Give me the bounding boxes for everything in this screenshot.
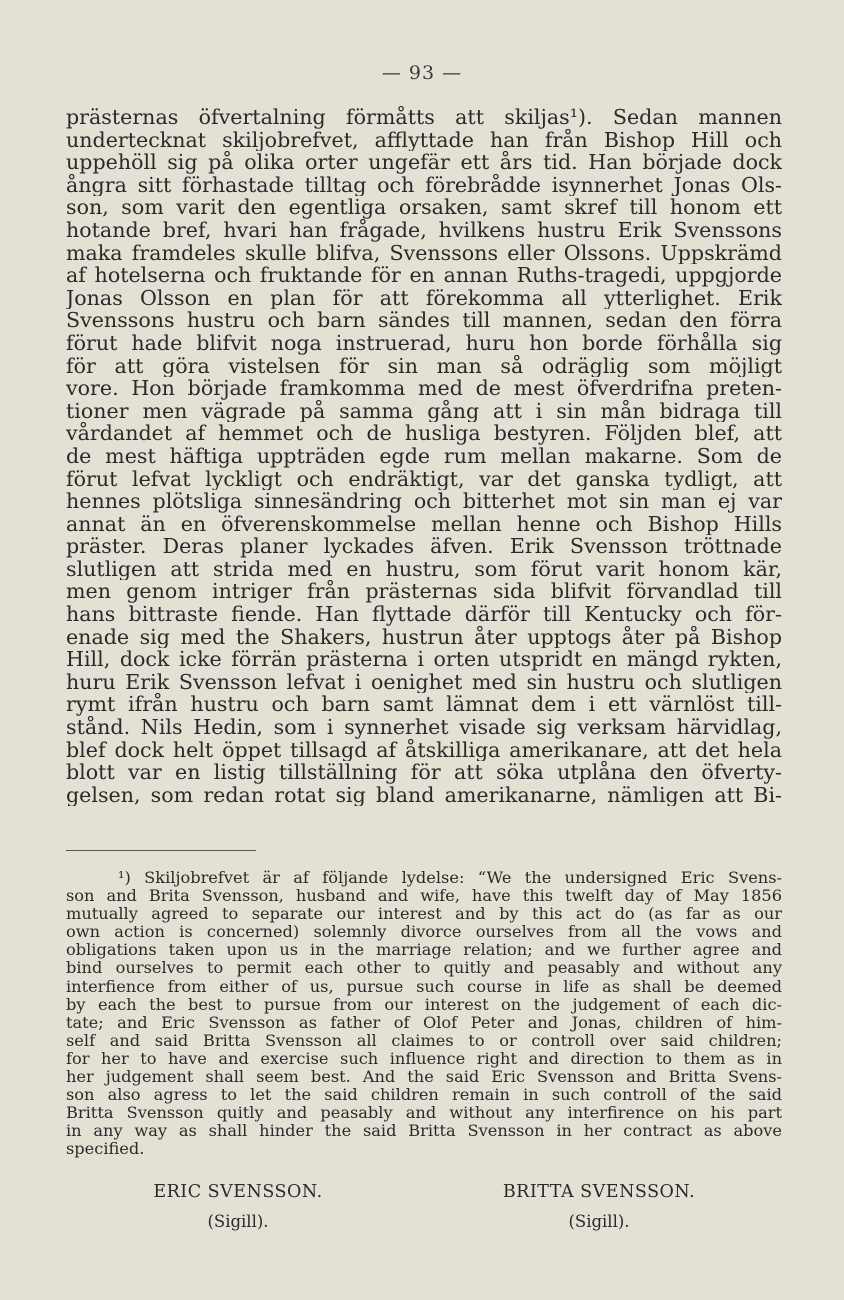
main-text [66, 106, 782, 806]
footnote [66, 869, 782, 1159]
text-line: hotande bref, hvari han frågade, hvilkens hustru Erik Svenssons [66, 218, 782, 242]
text-line: maka framdeles skulle blifva, Svenssons eller Olssons. Uppskrämd [66, 241, 782, 265]
text-line: Jonas Olsson en plan för att förekomma all ytterlighet. Erik [66, 286, 782, 310]
footnote-line: by each the best to pursue from our interest on the judgement of each dic- [66, 995, 782, 1014]
footnote-line: own action is concerned) solemnly divorce ourselves from all the vows and [66, 923, 782, 942]
text-line: blott var en listig tillställning för att söka utplåna den öfverty- [66, 761, 782, 784]
footnote-line: tate; and Eric Svensson as father of Olof Peter and Jonas, children of him- [66, 1013, 782, 1032]
signature-right [494, 1182, 704, 1231]
text-line: blef dock helt öppet tillsagd af åtskilliga amerikanare, att det hela [66, 738, 782, 762]
text-line: gelsen, som redan rotat sig bland amerikanarne, nämligen att Bi- [66, 783, 782, 807]
text-line: annat än en öfverenskommelse mellan henne och Bishop Hills [66, 512, 782, 536]
text-line: prästernas öfvertalning förmåtts att skiljas¹). Sedan mannen [66, 106, 782, 129]
text-line: hennes plötsliga sinnesändring och bitterhet mot sin man ej var [66, 490, 782, 513]
signature-left [148, 1182, 328, 1231]
footnote-line: mutually agreed to separate our interest and by this act do (as far as our [66, 905, 782, 924]
signature-name-britta: BRITTA SVENSSON. [502, 1182, 696, 1202]
footnote-line: for her to have and exercise such influence right and direction to them as in [66, 1049, 782, 1068]
footnote-line: interfience from either of us, pursue such course in life as shall be deemed [66, 977, 782, 996]
text-line: rymt ifrån hustru och barn samt lämnat dem i ett värnlöst till- [66, 693, 782, 717]
text-line: förut lefvat lyckligt och endräktigt, var det ganska tydligt, att [66, 467, 782, 491]
text-line: son, som varit den egentliga orsaken, samt skref till honom ett [66, 196, 782, 219]
text-line: men genom intriger från prästernas sida blifvit förvandlad till [66, 580, 782, 604]
text-line: stånd. Nils Hedin, som i synnerhet visade sig verksam härvidlag, [66, 716, 782, 739]
text-line: uppehöll sig på olika orter ungefär ett års tid. Han började dock [66, 151, 782, 174]
signature-seal-eric: (Sigill). [207, 1212, 269, 1231]
footnote-line: ¹) Skiljobrefvet är af följande lydelse: “We the undersigned Eric Svens- [118, 869, 782, 887]
text-line: de mest häftiga uppträden egde rum mellan makarne. Som de [66, 444, 782, 468]
signature-name-eric: ERIC SVENSSON. [153, 1182, 323, 1202]
text-line: vore. Hon började framkomma med de mest öfverdrifna preten- [66, 377, 782, 400]
footnote-line: specified. [66, 1140, 145, 1159]
footnote-divider [66, 850, 256, 851]
footnote-line: son and Brita Svensson, husband and wife, have this twelft day of May 1856 [66, 887, 782, 906]
text-line: för att göra vistelsen för sin man så odräglig som möjligt [66, 354, 782, 378]
page-number: — 93 — [381, 62, 463, 84]
signature-seal-britta: (Sigill). [568, 1212, 630, 1231]
text-line: slutligen att strida med en hustru, som förut varit honom kär, [66, 557, 782, 581]
text-line: enade sig med the Shakers, hustrun åter upptogs åter på Bishop [66, 625, 782, 649]
footnote-line: in any way as shall hinder the said Britta Svensson in her contract as above [66, 1122, 782, 1141]
text-line: af hotelserna och fruktande för en annan Ruths-tragedi, uppgjorde [66, 264, 782, 287]
text-line: förut hade blifvit noga instruerad, huru hon borde förhålla sig [66, 331, 782, 355]
text-line: präster. Deras planer lyckades äfven. Erik Svensson tröttnade [66, 535, 782, 558]
text-line: Svenssons hustru och barn sändes till mannen, sedan den förra [66, 309, 782, 332]
text-line: hans bittraste fiende. Han flyttade därför till Kentucky och för- [66, 603, 782, 626]
text-line: vårdandet af hemmet och de husliga bestyren. Följden blef, att [66, 422, 782, 445]
footnote-line: bind ourselves to permit each other to quitly and peasably and without any [66, 959, 782, 978]
footnote-line: her judgement shall seem best. And the said Eric Svensson and Britta Svens- [66, 1068, 782, 1087]
text-line: Hill, dock icke förrän prästerna i orten utspridt en mängd rykten, [66, 648, 782, 671]
footnote-line: self and said Britta Svensson all claimes to or controll over said children; [66, 1031, 782, 1050]
text-line: undertecknat skiljobrefvet, afflyttade han från Bishop Hill och [66, 128, 782, 152]
text-line: tioner men vägrade på samma gång att i sin mån bidraga till [66, 399, 782, 423]
text-line: ångra sitt förhastade tilltag och förebrådde isynnerhet Jonas Ols- [66, 173, 782, 197]
footnote-line: obligations taken upon us in the marriage relation; and we further agree and [66, 941, 782, 960]
text-line: huru Erik Svensson lefvat i oenighet med sin hustru och slutligen [66, 670, 782, 694]
footnote-line: Britta Svensson quitly and peasably and without any interfirence on his part [66, 1104, 782, 1123]
footnote-line: son also agress to let the said children remain in such controll of the said [66, 1086, 782, 1105]
